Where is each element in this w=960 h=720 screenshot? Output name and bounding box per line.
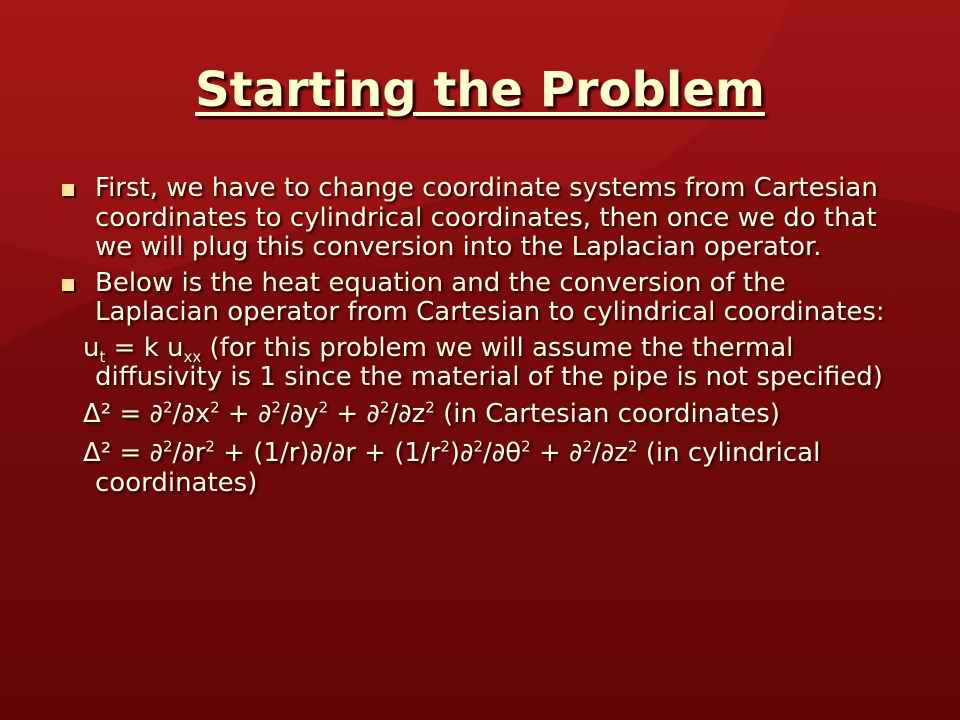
bullet-text: Below is the heat equation and the conversion of the Laplacian operator from Cartesian to cylindrical coordinates:: [95, 267, 885, 327]
bullet-item-heat-equation: [60, 269, 890, 328]
square-bullet-icon: [62, 184, 74, 196]
square-bullet-icon: [62, 279, 74, 291]
slide-body: [60, 174, 890, 508]
heat-equation-line: $u_t = k$ $u_{xx}$ (for this problem we will assume the thermal diffusivity is 1 since the material of the pipe is not specified): [83, 332, 883, 392]
cartesian-laplacian-line: $\Delta^2 = \partial^2/\partial x^2 + \partial^2/\partial y^2 + \partial^2/\partial z^2$ (in Cartesian coordinates): [83, 397, 780, 429]
bullet-text: First, we have to change coordinate systems from Cartesian coordinates to cylindrical coordinates, then once we do that we will plug this conversion into the Laplacian operator.: [95, 173, 878, 262]
slide-title: Starting the Problem: [195, 62, 765, 118]
bullet-item-coordinate-change: [60, 174, 890, 263]
heat-equation-note: (for this problem we will assume the thermal diffusivity is 1 since the material of the pipe is not specified): [95, 332, 883, 392]
cylindrical-laplacian-line: $\Delta^2 = \partial^2/\partial r^2 + (1/r)\partial/\partial r + (1/r^2)\partial^2/\partial\theta^2 + \partial^2/\partial z^2$ (in cylindrical coordinates): [83, 437, 821, 498]
